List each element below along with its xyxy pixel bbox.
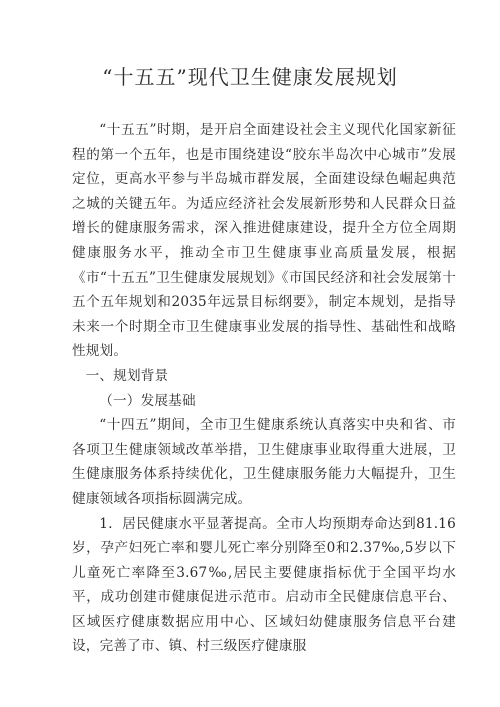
intro-paragraph: “十五五”时期，是开启全面建设社会主义现代化国家新征程的第一个五年，也是市围绕建设“胶东半岛次中心城市”发展定位，更高水平参与半岛城市群发展，全面建设绿色崛起典范之城的关键五年。为适应经济社会发展新形势和人民群众日益增长的健康服务需求，深入推进健康建设，提升全方位全周期健康服务水平，推动全市卫生健康事业高质量发展，根据《市“十五五”卫生健康发展规划》《市国民经济和社会发展第十五个五年规划和2035年远景目标纲要》，制定本规划，是指导未来一个时期全市卫生健康事业发展的指导性、基础性和战略性规划。 [72,122,456,360]
subsection-heading-foundation: （一）发展基础 [99,392,196,409]
item-1-paragraph: 1．居民健康水平显著提高。全市人均预期寿命达到81.16岁，孕产妇死亡率和婴儿死亡率分别降至0和2.37‰,5岁以下儿童死亡率降至3.67‰,居民主要健康指标优于全国平均水平，成功创建市健康促进示范市。启动市全民健康信息平台、区域医疗健康数据应用中心、区域妇幼健康服务信息平台建设，完善了市、镇、村三级医疗健康服 [72,515,456,655]
document-body [72,118,456,659]
section-heading-background: 一、规划背景 [85,367,169,384]
document-title: “十五五”现代卫生健康发展规划 [102,65,398,89]
foundation-paragraph: “十四五”期间，全市卫生健康系统认真落实中央和省、市各项卫生健康领域改革举措，卫生健康事业取得重大进展，卫生健康服务体系持续优化，卫生健康服务能力大幅提升，卫生健康领域各项指标圆满完成。 [72,417,456,507]
